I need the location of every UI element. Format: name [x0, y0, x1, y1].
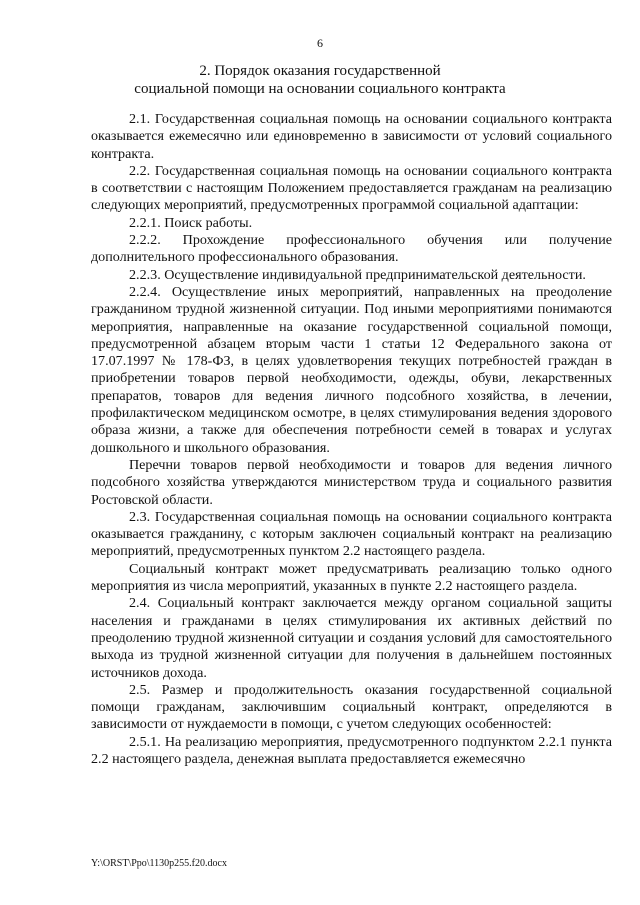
- paragraph-2-5-1: 2.5.1. На реализацию мероприятия, предусмотренного подпунктом 2.2.1 пункта 2.2 настоящего раздела, денежная выплата предоставляется ежемесячно: [91, 733, 612, 767]
- paragraph-2-2: 2.2. Государственная социальная помощь на основании социального контракта в соответствии с настоящим Положением предоставляется гражданам на реализацию следующих мероприятий, предусмотренных программой социальной адаптации:: [91, 162, 612, 214]
- paragraph-single-measure: Социальный контракт может предусматривать реализацию только одного мероприятия из числа мероприятий, указанных в пункте 2.2 настоящего раздела.: [91, 560, 612, 595]
- paragraph-2-2-4: 2.2.4. Осуществление иных мероприятий, направленных на преодоление гражданином трудной жизненной ситуации. Под иными мероприятиями понимаются мероприятия, направленные на оказание государственной социальной помощи, предусмотренной абзацем вторым части 1 статьи 12 Федерального закона от 17.07.1997 № 178-ФЗ, в целях удовлетворения текущих потребностей граждан в приобретении товаров первой необходимости, одежды, обуви, лекарственных препаратов, товаров для ведения личного подсобного хозяйства, в лечении, профилактическом медицинском осмотре, в целях стимулирования ведения здорового образа жизни, а также для обеспечения потребности семей в товарах и услугах дошкольного и школьного образования.: [91, 283, 612, 456]
- section-title-line-1: 2. Порядок оказания государственной: [199, 63, 441, 79]
- paragraph-goods-lists: Перечни товаров первой необходимости и товаров для ведения личного подсобного хозяйства утверждаются министерством труда и социального развития Ростовской области.: [91, 456, 612, 508]
- file-path-footer: Y:\ORST\Ppo\1130p255.f20.docx: [91, 858, 227, 869]
- paragraph-2-1: 2.1. Государственная социальная помощь на основании социального контракта оказывается ежемесячно или единовременно в зависимости от условий социального контракта.: [91, 111, 612, 162]
- document-body: [91, 111, 612, 768]
- paragraph-2-4: 2.4. Социальный контракт заключается между органом социальной защиты населения и гражданами в целях стимулирования их активных действий по преодолению трудной жизненной ситуации и создания условий для самостоятельного выхода из трудной жизненной ситуации для получения в дальнейшем постоянных источников дохода.: [91, 595, 612, 681]
- paragraph-2-2-3: 2.2.3. Осуществление индивидуальной предпринимательской деятельности.: [129, 266, 586, 283]
- paragraph-2-2-2: 2.2.2. Прохождение профессионального обучения или получение дополнительного профессионального образования.: [91, 232, 612, 266]
- paragraph-2-2-1: 2.2.1. Поиск работы.: [129, 214, 253, 231]
- section-title: [0, 62, 640, 98]
- paragraph-2-3: 2.3. Государственная социальная помощь на основании социального контракта оказывается гражданину, с которым заключен социальный контракт на реализацию мероприятий, предусмотренных пунктом 2.2 настоящего раздела.: [91, 508, 612, 560]
- paragraph-2-5: 2.5. Размер и продолжительность оказания государственной социальной помощи гражданам, заключившим социальный контракт, определяются в зависимости от нуждаемости в помощи, с учетом следующих особенностей:: [91, 681, 612, 733]
- section-title-line-2: социальной помощи на основании социального контракта: [134, 81, 506, 97]
- page-number: 6: [317, 36, 323, 50]
